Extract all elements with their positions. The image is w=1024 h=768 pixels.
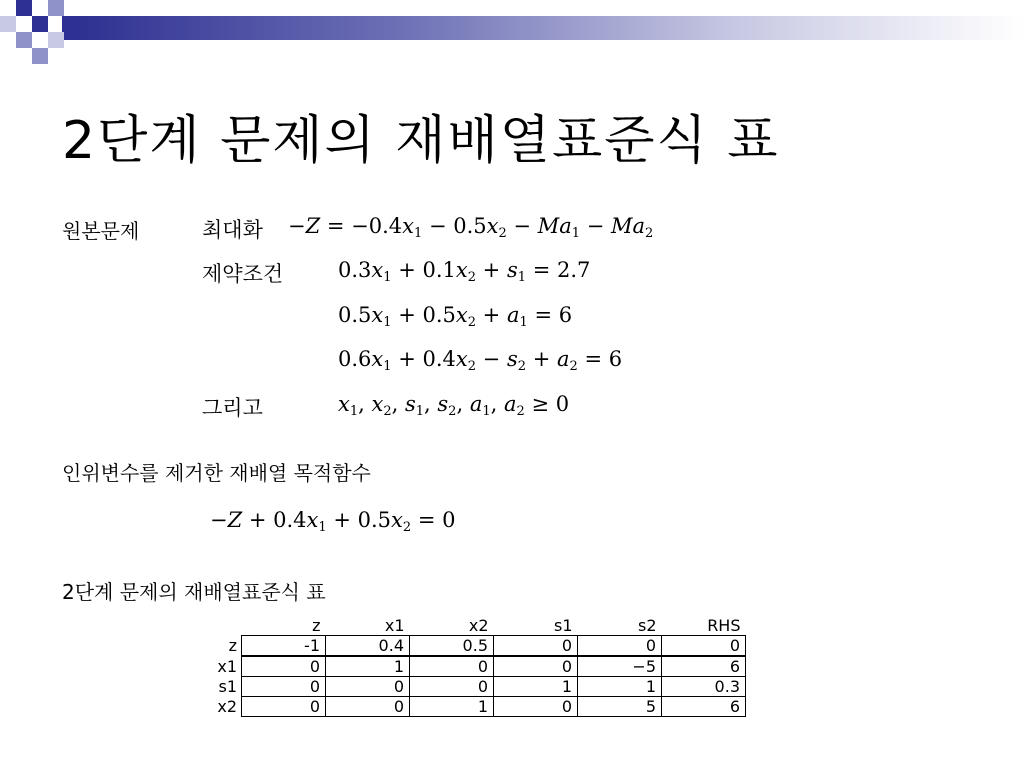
row-header: z xyxy=(228,636,237,656)
column-header: RHS xyxy=(707,616,741,635)
table-cell: 1 xyxy=(494,677,578,697)
deco-square xyxy=(16,32,32,48)
row-header: x2 xyxy=(217,697,237,716)
column-header: z xyxy=(312,616,321,635)
tableau-label: 2단계 문제의 재배열표준식 표 xyxy=(62,580,326,604)
row-header: x1 xyxy=(217,656,237,676)
table-cell: 0.3 xyxy=(662,677,746,697)
table-cell: 1 xyxy=(578,677,662,697)
deco-square xyxy=(48,0,64,16)
table-cell: 0 xyxy=(242,677,326,697)
table-cell: -1 xyxy=(242,636,326,657)
deco-square xyxy=(16,0,32,16)
deco-square xyxy=(0,16,16,32)
table-cell: 0 xyxy=(326,697,410,717)
constraint-1: $0.3x_1 + 0.1x_2 + s_1 = 2.7$ xyxy=(338,258,591,285)
table-cell: 6 xyxy=(662,697,746,717)
tableau-header-row xyxy=(206,616,746,636)
deco-square xyxy=(32,16,48,32)
objective-label: 최대화 xyxy=(202,218,263,242)
table-cell: 5 xyxy=(578,697,662,717)
rearranged-objective-label: 인위변수를 제거한 재배열 목적함수 xyxy=(62,461,371,485)
table-cell: −5 xyxy=(578,656,662,677)
table-row xyxy=(206,656,746,677)
constraints-label: 제약조건 xyxy=(202,262,284,286)
table-cell: 0 xyxy=(410,677,494,697)
corner-cell xyxy=(206,616,242,636)
rearranged-objective-equation: $-Z + 0.4x_1 + 0.5x_2 = 0$ xyxy=(210,508,456,535)
table-cell: 0 xyxy=(578,636,662,657)
simplex-tableau xyxy=(206,616,746,717)
table-cell: 1 xyxy=(410,697,494,717)
table-cell: 0 xyxy=(326,677,410,697)
column-header: x2 xyxy=(468,616,489,635)
table-cell: 6 xyxy=(662,656,746,677)
column-header: x1 xyxy=(384,616,405,635)
constraint-2: $0.5x_1 + 0.5x_2 + a_1 = 6$ xyxy=(338,303,573,330)
row-header: s1 xyxy=(218,677,237,696)
table-cell: 0 xyxy=(494,697,578,717)
table-row xyxy=(206,697,746,717)
table-cell: 0 xyxy=(494,656,578,677)
table-cell: 0 xyxy=(242,656,326,677)
deco-square xyxy=(62,16,78,40)
table-cell: 1 xyxy=(326,656,410,677)
table-cell: 0 xyxy=(494,636,578,657)
column-header: s2 xyxy=(637,616,657,635)
table-row xyxy=(206,677,746,697)
table-cell: 0 xyxy=(410,656,494,677)
header-gradient-bar xyxy=(78,16,1024,40)
constraint-3: $0.6x_1 + 0.4x_2 - s_2 + a_2 = 6$ xyxy=(338,347,623,374)
slide-title: 2단계 문제의 재배열표준식 표 xyxy=(62,111,780,171)
table-row xyxy=(206,636,746,657)
table-cell: 0.5 xyxy=(410,636,494,657)
nonneg-condition: $x_1$, $x_2$, $s_1$, $s_2$, $a_1$, $a_2 \ge 0$ xyxy=(338,392,570,419)
table-cell: 0 xyxy=(662,636,746,657)
objective-equation: $-Z = -0.4x_1 - 0.5x_2 - Ma_1 - Ma_2$ xyxy=(288,214,654,241)
column-header: s1 xyxy=(553,616,573,635)
table-cell: 0 xyxy=(242,697,326,717)
deco-square xyxy=(32,48,48,64)
table-cell: 0.4 xyxy=(326,636,410,657)
original-problem-label: 원본문제 xyxy=(62,219,140,243)
deco-square xyxy=(48,32,64,48)
nonneg-label: 그리고 xyxy=(202,396,263,420)
header-decoration xyxy=(0,0,1024,70)
